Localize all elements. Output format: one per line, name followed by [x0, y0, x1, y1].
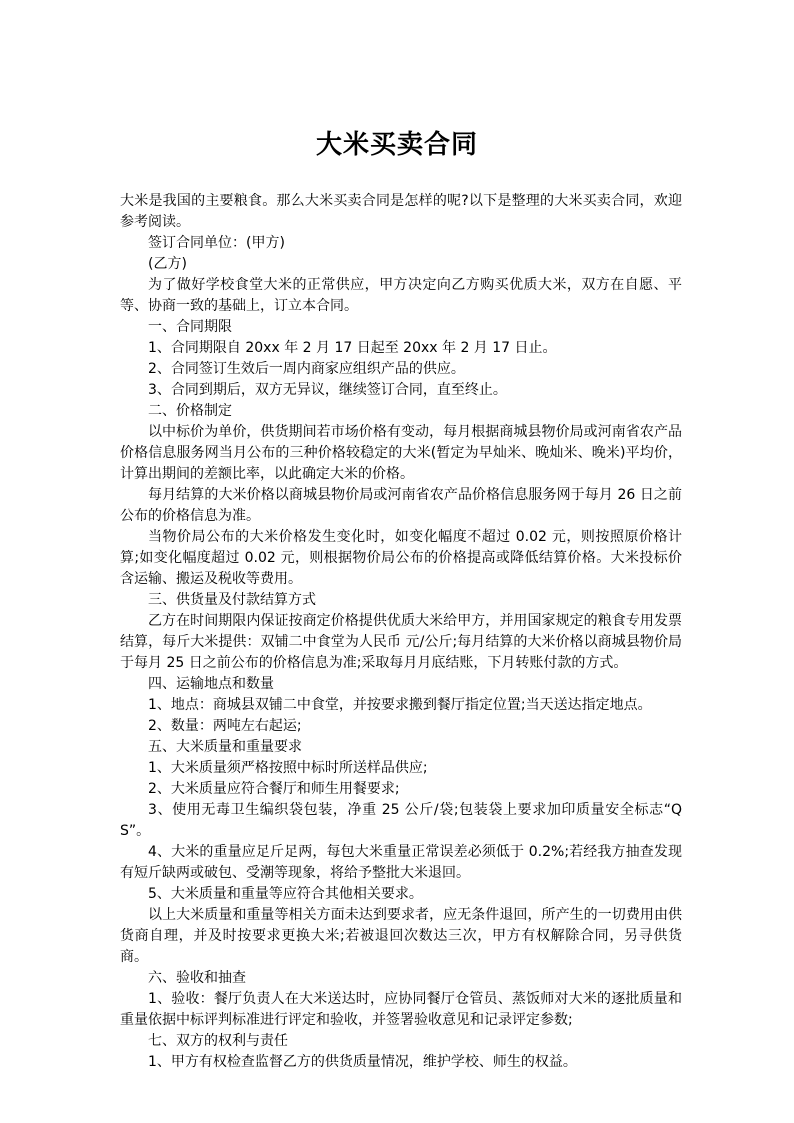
document-body — [120, 191, 682, 1073]
paragraph: 2、数量：两吨左右起运; — [148, 718, 302, 734]
paragraph: 1、合同期限自 20xx 年 2 月 17 日起至 20xx 年 2 月 17 日止。 — [148, 340, 557, 356]
paragraph: 1、甲方有权检查监督乙方的供货质量情况，维护学校、师生的权益。 — [148, 1054, 577, 1070]
paragraph: 六、验收和抽查 — [148, 970, 246, 986]
paragraph: 3、合同到期后，双方无异议，继续签订合同，直至终止。 — [148, 382, 507, 398]
paragraph: 签订合同单位：(甲方) — [148, 235, 285, 251]
paragraph: 以上大米质量和重量等相关方面未达到要求者，应无条件退回，所产生的一切费用由供货商自理，并及时按要求更换大米;若被退回次数达三次，甲方有权解除合同，另寻供货商。 — [120, 907, 682, 965]
paragraph: 5、大米质量和重量等应符合其他相关要求。 — [148, 886, 423, 902]
paragraph: 四、运输地点和数量 — [148, 676, 274, 692]
paragraph: 二、价格制定 — [148, 403, 232, 419]
paragraph: 七、双方的权利与责任 — [148, 1033, 288, 1049]
paragraph: 1、地点：商城县双铺二中食堂，并按要求搬到餐厅指定位置;当天送达指定地点。 — [148, 697, 652, 713]
paragraph: 当物价局公布的大米价格发生变化时，如变化幅度不超过 0.02 元，则按照原价格计算;如变化幅度超过 0.02 元，则根据物价局公布的价格提高或降低结算价格。大米投标价含运输、搬运及税收等费用。 — [120, 529, 682, 587]
paragraph: 大米是我国的主要粮食。那么大米买卖合同是怎样的呢?以下是整理的大米买卖合同，欢迎参考阅读。 — [120, 193, 682, 230]
paragraph: 以中标价为单价，供货期间若市场价格有变动，每月根据商城县物价局或河南省农产品价格信息服务网当月公布的三种价格较稳定的大米(暂定为早灿米、晚灿米、晚米)平均价，计算出期间的差额比率，以此确定大米的价格。 — [120, 424, 682, 482]
paragraph: 一、合同期限 — [148, 319, 232, 335]
paragraph: 2、合同签订生效后一周内商家应组织产品的供应。 — [148, 361, 465, 377]
paragraph: 为了做好学校食堂大米的正常供应，甲方决定向乙方购买优质大米，双方在自愿、平等、协商一致的基础上，订立本合同。 — [120, 277, 682, 314]
paragraph: 2、大米质量应符合餐厅和师生用餐要求; — [148, 781, 400, 797]
document-title: 大米买卖合同 — [315, 130, 478, 160]
paragraph: 1、大米质量须严格按照中标时所送样品供应; — [148, 760, 428, 776]
paragraph: 三、供货量及付款结算方式 — [148, 592, 316, 608]
paragraph: 五、大米质量和重量要求 — [148, 739, 302, 755]
paragraph: 乙方在时间期限内保证按商定价格提供优质大米给甲方，并用国家规定的粮食专用发票结算，每斤大米提供：双铺二中食堂为人民币 元/公斤;每月结算的大米价格以商城县物价局于每月 25 日之前公布的价格信息为准;采取每月月底结账，下月转账付款的方式。 — [120, 613, 682, 671]
paragraph: 每月结算的大米价格以商城县物价局或河南省农产品价格信息服务网于每月 26 日之前公布的价格信息为准。 — [120, 487, 682, 524]
paragraph: 1、验收：餐厅负责人在大米送达时，应协同餐厅仓管员、蒸饭师对大米的逐批质量和重量依据中标评判标准进行评定和验收，并签署验收意见和记录评定参数; — [120, 991, 682, 1028]
paragraph: 4、大米的重量应足斤足两，每包大米重量正常误差必须低于 0.2%;若经我方抽查发现有短斤缺两或破包、受潮等现象，将给予整批大米退回。 — [120, 844, 682, 881]
paragraph: (乙方) — [148, 256, 187, 272]
paragraph: 3、使用无毒卫生编织袋包装，净重 25 公斤/袋;包装袋上要求加印质量安全标志“QS”。 — [120, 802, 682, 839]
